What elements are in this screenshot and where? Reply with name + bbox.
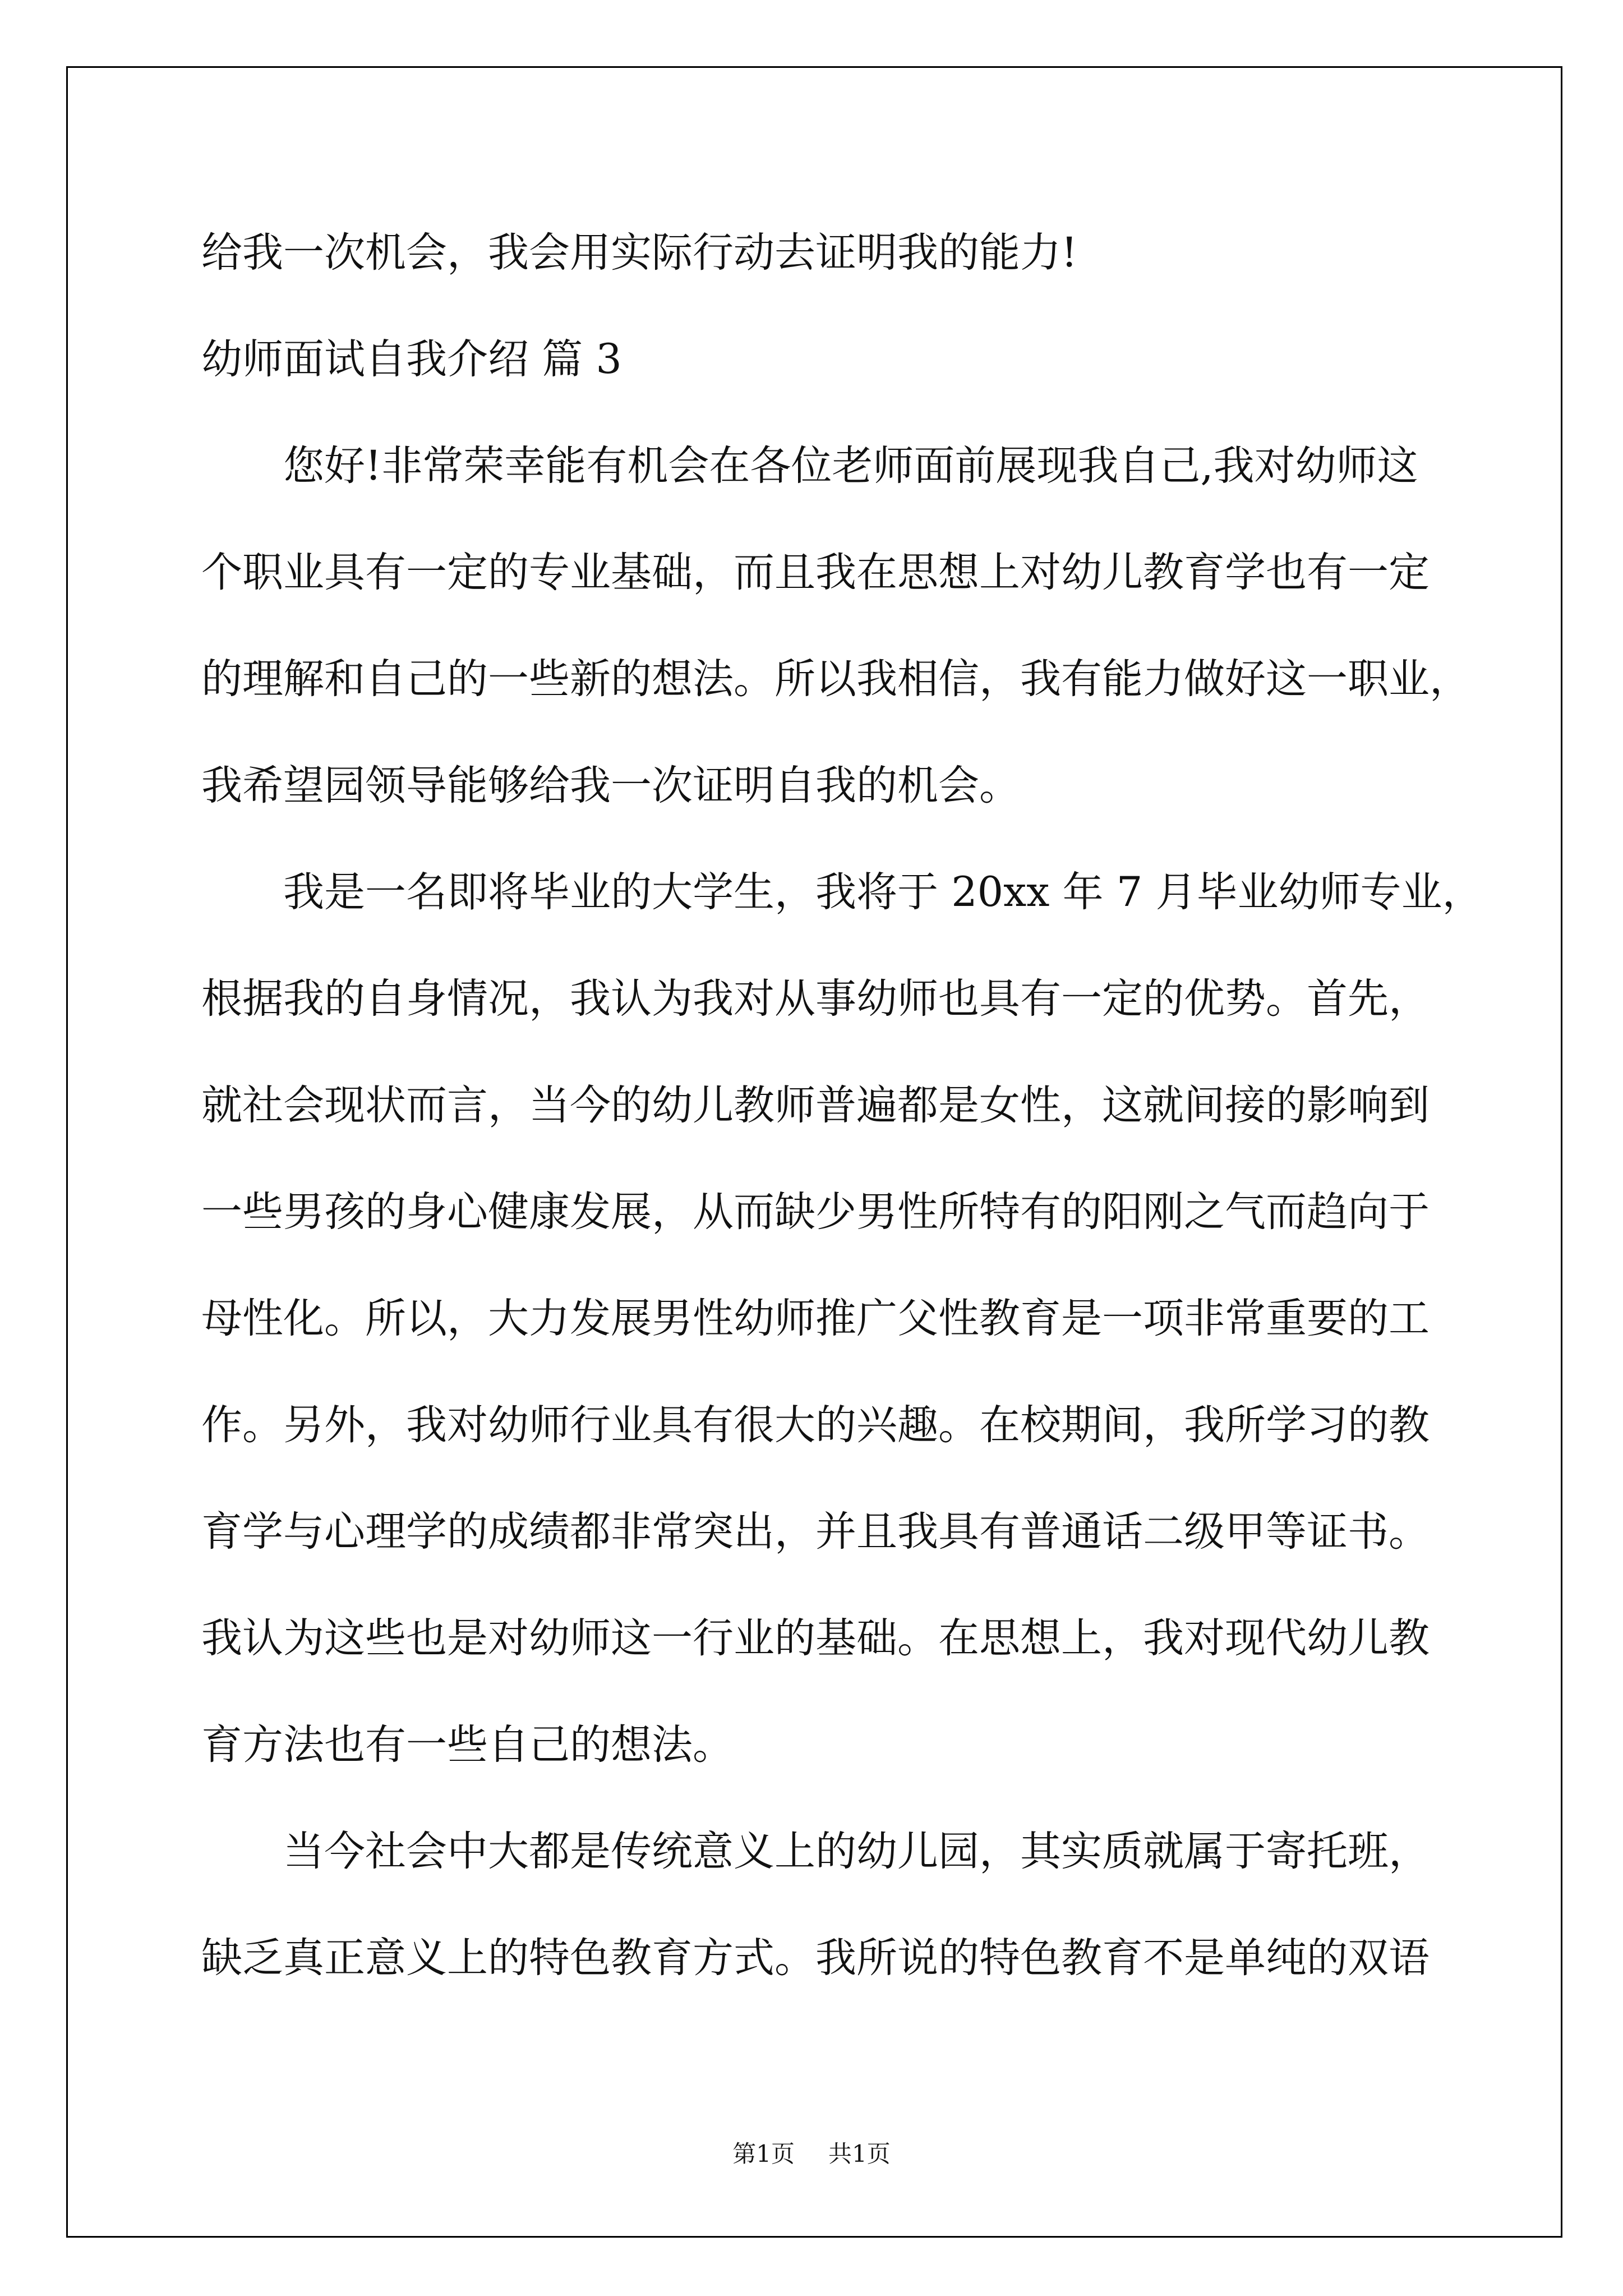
page-number: 第1页 [732, 2140, 795, 2168]
paragraph-line: 个职业具有一定的专业基础，而且我在思想上对幼儿教育学也有一定 [201, 549, 1430, 596]
paragraph [201, 413, 1536, 839]
page-total: 共1页 [828, 2140, 891, 2168]
continuation-line: 给我一次机会，我会用实际行动去证明我的能力! [201, 229, 1078, 277]
paragraph-line: 育学与心理学的成绩都非常突出，并且我具有普通话二级甲等证书。 [201, 1508, 1430, 1556]
paragraph-line: 我认为这些也是对幼师这一行业的基础。在思想上，我对现代幼儿教 [201, 1614, 1430, 1662]
paragraph-line: 一些男孩的身心健康发展，从而缺少男性所特有的阳刚之气而趋向于 [201, 1188, 1430, 1236]
document-body [201, 200, 1536, 2012]
paragraph-line: 的理解和自己的一些新的想法。所以我相信，我有能力做好这一职业， [201, 655, 1470, 703]
paragraph-line: 育方法也有一些自己的想法。 [201, 1721, 734, 1769]
paragraph-line: 您好!非常荣幸能有机会在各位老师面前展现我自己,我对幼师这 [283, 442, 1418, 490]
page-footer [0, 2138, 1623, 2170]
paragraph-line: 我希望园领导能够给我一次证明自我的机会。 [201, 762, 1020, 809]
paragraph-line: 母性化。所以，大力发展男性幼师推广父性教育是一项非常重要的工 [201, 1295, 1430, 1342]
paragraph-line: 根据我的自身情况，我认为我对从事幼师也具有一定的优势。首先， [201, 975, 1430, 1023]
paragraph-line: 就社会现状而言，当今的幼儿教师普遍都是女性，这就间接的影响到 [201, 1082, 1430, 1129]
section-title: 幼师面试自我介绍 篇 3 [201, 335, 622, 383]
paragraph-line: 当今社会中大都是传统意义上的幼儿园，其实质就属于寄托班， [283, 1828, 1430, 1875]
paragraph [201, 1798, 1536, 2012]
paragraph-line: 我是一名即将毕业的大学生，我将于 20xx 年 7 月毕业幼师专业， [283, 868, 1483, 916]
paragraph [201, 839, 1536, 1798]
paragraph-line: 作。另外，我对幼师行业具有很大的兴趣。在校期间，我所学习的教 [201, 1401, 1430, 1449]
paragraph-line: 缺乏真正意义上的特色教育方式。我所说的特色教育不是单纯的双语 [201, 1934, 1430, 1982]
